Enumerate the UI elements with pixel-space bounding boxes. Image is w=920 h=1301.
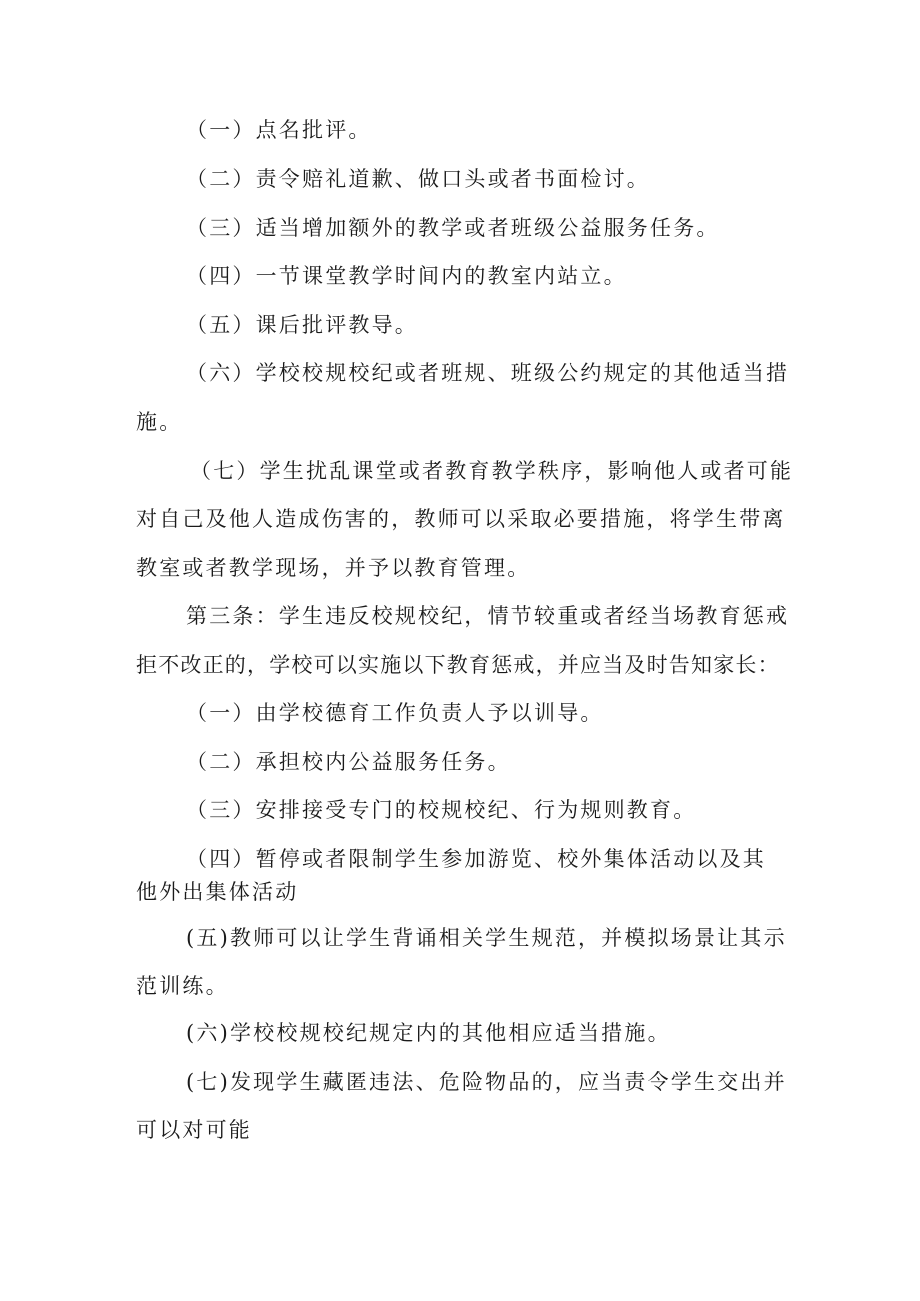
text-line: 范训练。 xyxy=(136,974,229,998)
text-line: 可以对可能 xyxy=(136,1118,252,1142)
text-line: 施。 xyxy=(136,410,183,434)
text-line: （一）点名批评。 xyxy=(186,118,372,142)
text-line: （四）暂停或者限制学生参加游览、校外集体活动以及其 xyxy=(186,847,766,871)
text-line: （三）适当增加额外的教学或者班级公益服务任务。 xyxy=(186,216,720,240)
text-line: （二）承担校内公益服务任务。 xyxy=(186,750,511,774)
text-line: （一）由学校德育工作负责人予以训导。 xyxy=(186,701,604,725)
text-line: （二）责令赔礼道歉、做口头或者书面检讨。 xyxy=(186,167,650,191)
text-line: （六）学校校规校纪或者班规、班级公约规定的其他适当措 xyxy=(186,361,790,385)
text-line: (六)学校校规校纪规定内的其他相应适当措施。 xyxy=(186,1021,671,1045)
text-line: （七）学生扰乱课堂或者教育教学秩序，影响他人或者可能 xyxy=(190,459,794,483)
text-line: （四）一节课堂教学时间内的教室内站立。 xyxy=(186,264,627,288)
text-line: （三）安排接受专门的校规校纪、行为规则教育。 xyxy=(186,798,697,822)
text-line: 他外出集体活动 xyxy=(136,880,299,904)
text-line: (五)教师可以让学生背诵相关学生规范，并模拟场景让其示 xyxy=(186,926,787,950)
text-line: (七)发现学生藏匿违法、危险物品的，应当责令学生交出并 xyxy=(186,1070,787,1094)
text-line: 拒不改正的，学校可以实施以下教育惩戒，并应当及时告知家长： xyxy=(136,653,780,677)
text-line: （五）课后批评教导。 xyxy=(186,313,418,337)
text-line: 第三条：学生违反校规校纪，情节较重或者经当场教育惩戒 xyxy=(186,604,790,628)
text-line: 教室或者教学现场，并予以教育管理。 xyxy=(136,556,531,580)
text-line: 对自己及他人造成伤害的，教师可以采取必要措施，将学生带离 xyxy=(136,507,786,531)
